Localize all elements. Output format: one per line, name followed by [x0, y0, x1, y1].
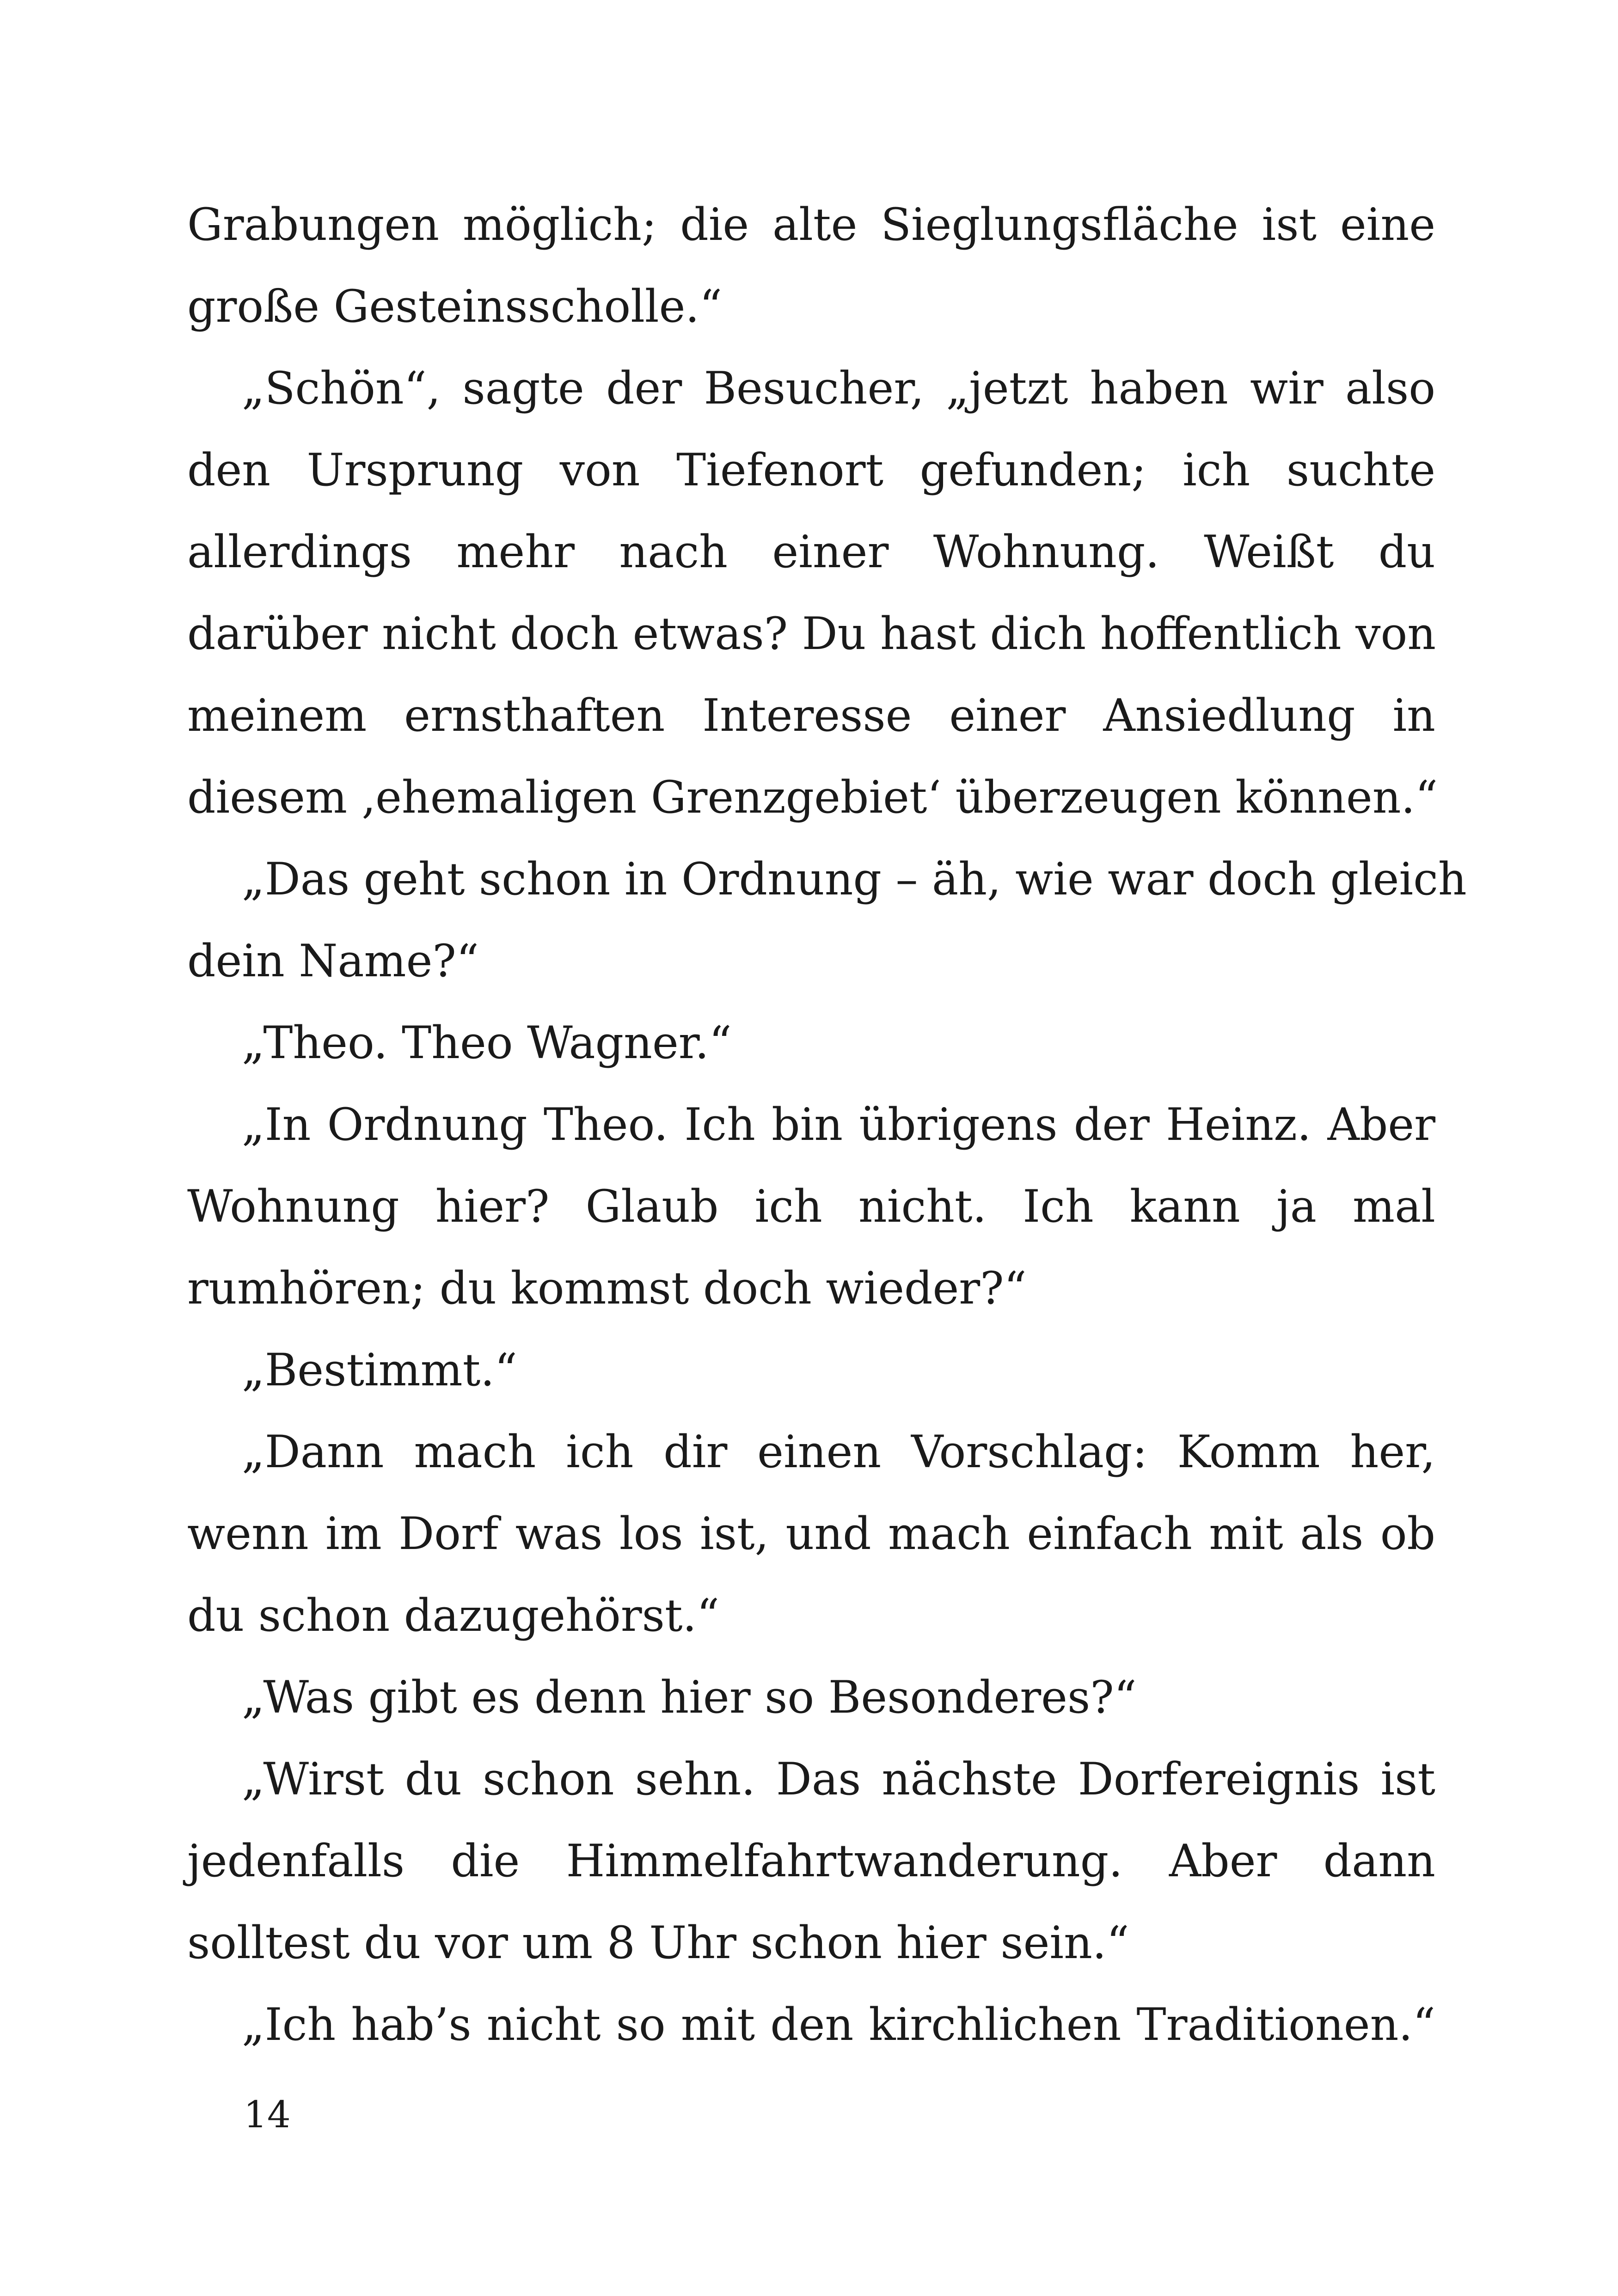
text-line: „Theo. Theo Wagner.“: [242, 1017, 732, 1069]
text-line: darüber nicht doch etwas? Du hast dich hoffentlich von: [187, 608, 1436, 660]
text-line: „In Ordnung Theo. Ich bin übrigens der Heinz. Aber: [242, 1099, 1435, 1151]
text-line: allerdings mehr nach einer Wohnung. Weißt du: [187, 526, 1435, 578]
text-line: Grabungen möglich; die alte Sieglungsfläche ist eine: [187, 199, 1435, 251]
text-line: jedenfalls die Himmelfahrtwanderung. Aber dann: [187, 1835, 1435, 1887]
text-line: „Ich hab’s nicht so mit den kirchlichen Traditionen.“: [242, 1999, 1435, 2051]
text-line: große Gesteinsscholle.“: [187, 281, 723, 332]
text-line: diesem ‚ehemaligen Grenzgebiet‘ überzeugen können.“: [187, 771, 1438, 823]
text-line: Wohnung hier? Glaub ich nicht. Ich kann ja mal: [187, 1181, 1435, 1232]
text-line: „Bestimmt.“: [242, 1344, 517, 1396]
body-text: [187, 184, 1467, 2066]
text-line: rumhören; du kommst doch wieder?“: [187, 1262, 1027, 1314]
text-line: solltest du vor um 8 Uhr schon hier sein.“: [187, 1917, 1129, 1969]
text-line: dein Name?“: [187, 935, 479, 987]
text-line: du schon dazugehörst.“: [187, 1590, 720, 1641]
text-line: „Schön“, sagte der Besucher, „jetzt haben wir also: [242, 362, 1435, 414]
text-line: „Was gibt es denn hier so Besonderes?“: [242, 1671, 1137, 1723]
text-line: wenn im Dorf was los ist, und mach einfach mit als ob: [187, 1508, 1435, 1560]
text-line: „Dann mach ich dir einen Vorschlag: Komm her,: [242, 1426, 1435, 1478]
text-line: meinem ernsthaften Interesse einer Ansiedlung in: [187, 690, 1435, 741]
text-line: den Ursprung von Tiefenort gefunden; ich suchte: [187, 444, 1435, 496]
page-number: 14: [244, 2093, 291, 2136]
text-line: „Wirst du schon sehn. Das nächste Dorfereignis ist: [242, 1753, 1435, 1805]
text-line: „Das geht schon in Ordnung – äh, wie war doch gleich: [242, 853, 1467, 905]
